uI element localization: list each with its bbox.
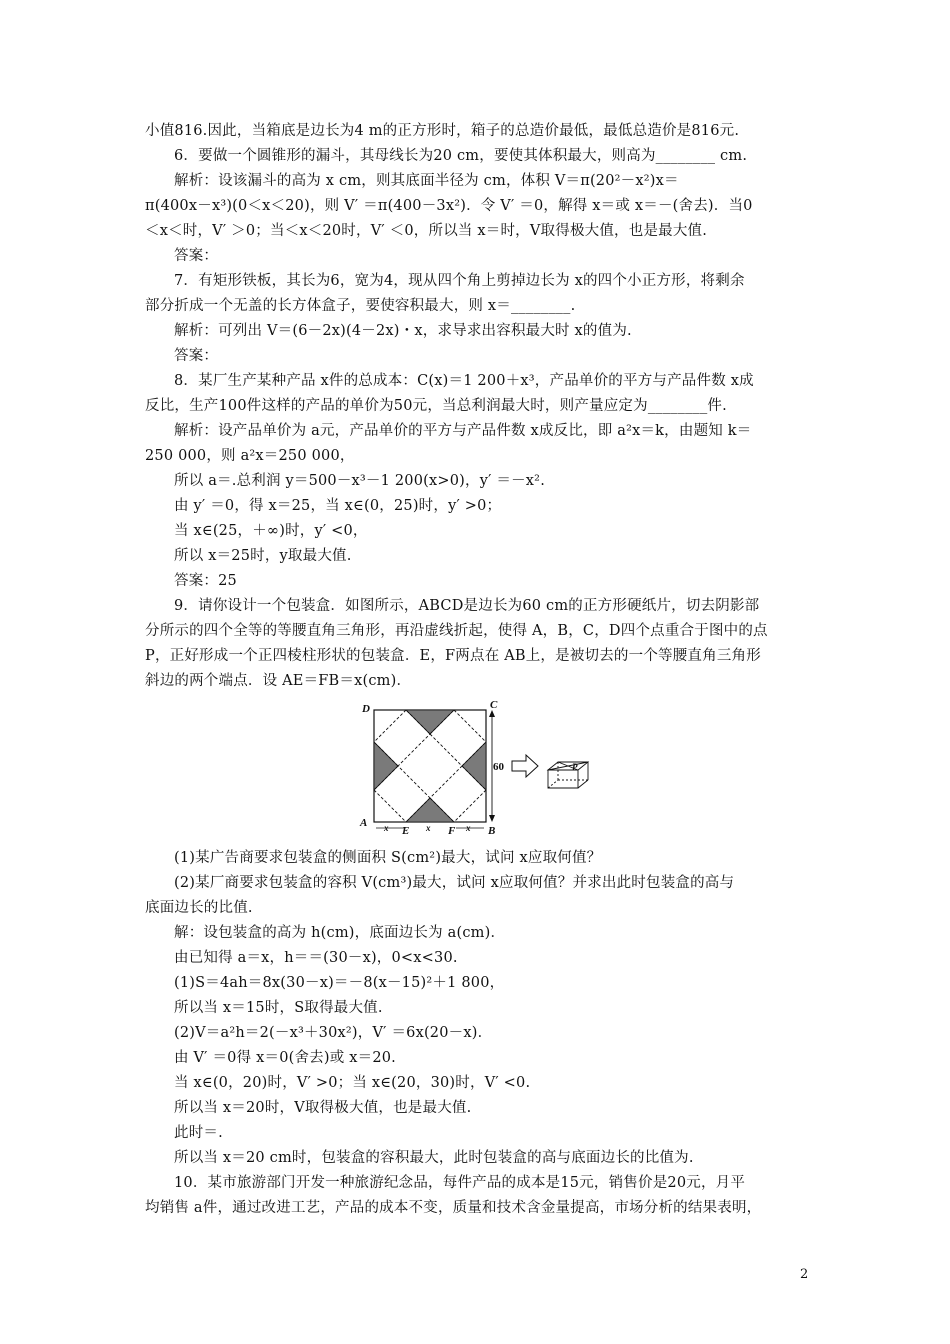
sub-question-2: (2)某厂商要求包装盒的容积 V(cm³)最大，试问 x应取何值？并求出此时包装盒的高与 xyxy=(174,875,735,891)
text-line: 小值816.因此，当箱底是边长为4 m的正方形时，箱子的总造价最低，最低总造价是816元. xyxy=(145,123,740,139)
label-60: 60 xyxy=(493,761,504,773)
text-line: 解析：可列出 V＝(6－2x)(4－2x)・x，求导求出容积最大时 x的值为. xyxy=(174,323,632,339)
label-a: A xyxy=(360,817,368,829)
text-line: 当 x∈(0，20)时，V′ >0；当 x∈(20，30)时，V′ <0. xyxy=(174,1075,531,1091)
question-6: 6．要做一个圆锥形的漏斗，其母线长为20 cm，要使其体积最大，则高为________ cm. xyxy=(174,148,748,164)
shaded-triangle-left xyxy=(374,742,398,790)
label-x-right: x xyxy=(466,823,471,833)
text-line: 所以 a＝.总利润 y＝500－x³－1 200(x>0)，y′ ＝－x². xyxy=(174,473,545,489)
text-line: 由 V′ ＝0得 x＝0(舍去)或 x＝20. xyxy=(174,1050,396,1066)
text-line: 当 x∈(25，＋∞)时，y′ <0， xyxy=(174,523,368,539)
text-line: 由 y′ ＝0，得 x＝25，当 x∈(0，25)时，y′ >0； xyxy=(174,498,502,514)
text-line: 所以当 x＝15时，S取得最大值. xyxy=(174,1000,383,1016)
question-9: 9．请你设计一个包装盒．如图所示，ABCD是边长为60 cm的正方形硬纸片，切去阴影部 xyxy=(174,598,760,614)
question-10: 10．某市旅游部门开发一种旅游纪念品，每件产品的成本是15元，销售价是20元，月平 xyxy=(174,1175,746,1191)
label-c: C xyxy=(490,700,498,711)
text-line: 所以当 x＝20时，V取得极大值，也是最大值. xyxy=(174,1100,472,1116)
question-8: 8．某厂生产某种产品 x件的总成本：C(x)＝1 200＋x³，产品单价的平方与产品件数 x成 xyxy=(174,373,754,389)
shaded-triangle-right xyxy=(462,742,486,790)
text-line: 250 000，则 a²x＝250 000， xyxy=(145,448,355,464)
text-line: 解：设包装盒的高为 h(cm)，底面边长为 a(cm)． xyxy=(174,925,506,941)
text-line: 反比，生产100件这样的产品的单价为50元，当总利润最大时，则产量应定为________件. xyxy=(145,398,727,414)
text-line: 底面边长的比值. xyxy=(145,900,253,916)
label-x-mid: x xyxy=(426,823,431,833)
text-line: 分所示的四个全等的等腰直角三角形，再沿虚线折起，使得 A，B，C，D四个点重合于图中的点 xyxy=(145,623,768,639)
transform-arrow-icon xyxy=(512,755,538,777)
text-line: 此时＝. xyxy=(174,1125,223,1141)
packaging-box-figure xyxy=(350,700,590,836)
answer-line: 答案：25 xyxy=(174,573,237,589)
shaded-triangle-bottom xyxy=(406,798,454,822)
label-b: B xyxy=(488,825,496,836)
label-f: F xyxy=(448,825,456,836)
text-line: 斜边的两个端点．设 AE＝FB＝x(cm)． xyxy=(145,673,412,689)
text-line: 所以 x＝25时，y取最大值. xyxy=(174,548,352,564)
label-p: P xyxy=(572,762,578,772)
answer-line: 答案： xyxy=(174,248,219,264)
sub-question-1: (1)某广告商要求包装盒的侧面积 S(cm²)最大，试问 x应取何值？ xyxy=(174,850,602,866)
text-line: 由已知得 a＝x，h＝＝(30－x)，0<x<30. xyxy=(174,950,458,966)
text-line: 解析：设该漏斗的高为 x cm，则其底面半径为 cm，体积 V＝π(20²－x²)x＝ xyxy=(174,173,679,189)
text-line: (1)S＝4ah＝8x(30－x)＝－8(x－15)²＋1 800， xyxy=(174,975,505,991)
text-line: ＜x＜时，V′ ＞0；当＜x＜20时，V′ ＜0，所以当 x＝时，V取得极大值，也是最大值. xyxy=(145,223,708,239)
text-line: (2)V＝a²h＝2(－x³＋30x²)，V′ ＝6x(20－x)． xyxy=(174,1025,493,1041)
label-d: D xyxy=(362,703,370,715)
page-number: 2 xyxy=(800,1267,809,1282)
question-7: 7．有矩形铁板，其长为6，宽为4，现从四个角上剪掉边长为 x的四个小正方形，将剩余 xyxy=(174,273,745,289)
text-line: 所以当 x＝20 cm时，包装盒的容积最大，此时包装盒的高与底面边长的比值为. xyxy=(174,1150,694,1166)
text-line: π(400x－x³)(0＜x＜20)，则 V′ ＝π(400－3x²)．令 V′ ＝0，解得 x＝或 x＝－(舍去)．当0 xyxy=(145,198,753,214)
text-line: P，正好形成一个正四棱柱形状的包装盒．E，F两点在 AB上，是被切去的一个等腰直角三角形 xyxy=(145,648,761,664)
label-e: E xyxy=(402,825,410,836)
text-line: 部分折成一个无盖的长方体盒子，要使容积最大，则 x＝________. xyxy=(145,298,576,314)
answer-line: 答案： xyxy=(174,348,219,364)
label-x-left: x xyxy=(384,823,389,833)
text-line: 均销售 a件，通过改进工艺，产品的成本不变，质量和技术含金量提高，市场分析的结果表明， xyxy=(145,1200,762,1216)
shaded-triangle-top xyxy=(406,710,454,734)
box-3d xyxy=(548,762,588,788)
text-line: 解析：设产品单价为 a元，产品单价的平方与产品件数 x成反比，即 a²x＝k，由题知 k＝ xyxy=(174,423,752,439)
